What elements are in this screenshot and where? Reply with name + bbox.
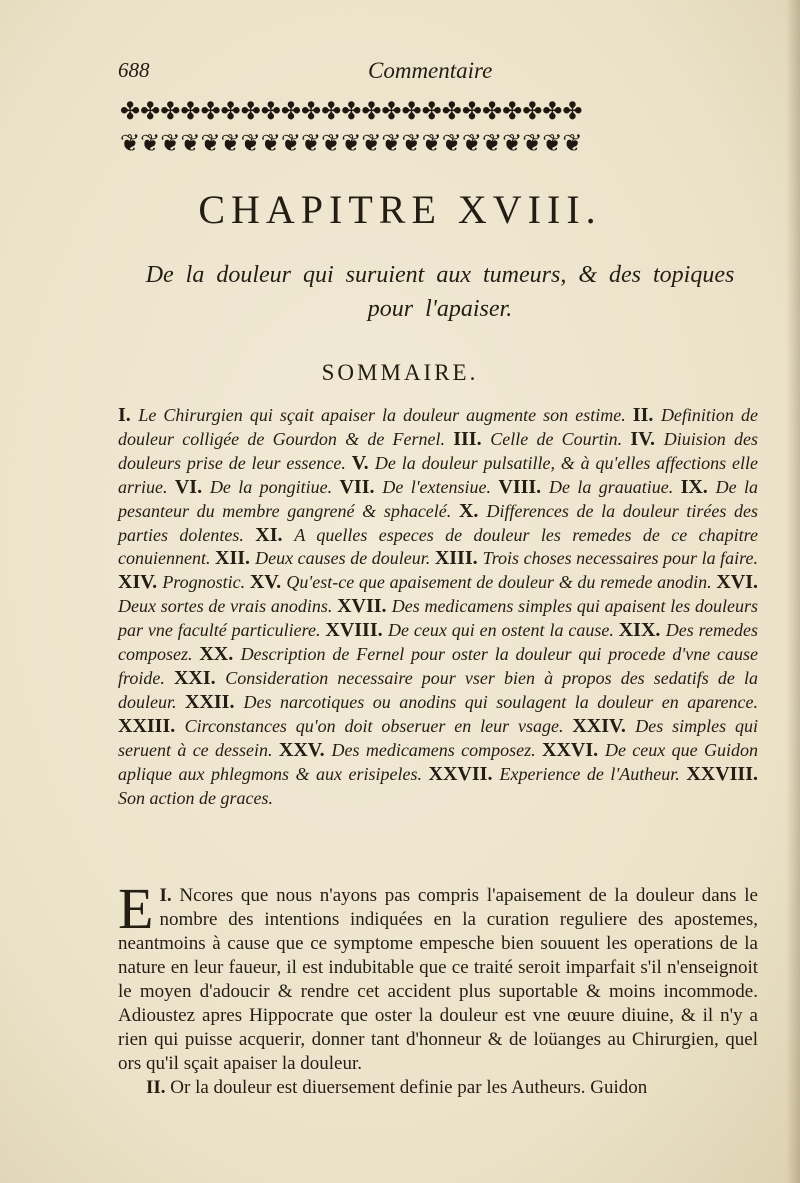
summary-item-number: XVII. bbox=[337, 595, 392, 618]
summary-item bbox=[175, 477, 340, 497]
summary-item-number: II. bbox=[632, 404, 661, 426]
page-number: 688 bbox=[118, 58, 150, 82]
summary-item-number: XXII. bbox=[185, 690, 244, 713]
summary-item bbox=[118, 716, 572, 736]
summary-item-number: XVI. bbox=[716, 571, 759, 594]
summary-item-number: XIII. bbox=[434, 547, 483, 570]
summary-item bbox=[118, 405, 633, 425]
summary-item-number: VIII. bbox=[498, 475, 550, 498]
summary-item-text: Circonstances qu'on doit obseruer en leur vsage. bbox=[184, 715, 573, 736]
summary-item-text: Diuision des douleurs prise de leur essence. bbox=[118, 428, 758, 473]
running-title: Commentaire bbox=[368, 58, 493, 83]
summary-item-number: XXIII. bbox=[118, 714, 185, 737]
summary-item-text: Des medicamens composez. bbox=[331, 739, 542, 760]
summary-item-text: De ceux que Guidon aplique aux phlegmons & aux erisipeles. bbox=[118, 739, 758, 784]
chapter-title: CHAPITRE XVIII. bbox=[198, 187, 602, 232]
summary-item-number: XXIV. bbox=[572, 714, 636, 737]
summary-item bbox=[339, 477, 498, 497]
summary-item-number: XXVIII. bbox=[686, 762, 758, 785]
summary-item-text: Des narcotiques ou anodins qui soulagent la douleur en aparence. bbox=[243, 691, 759, 712]
summary-item-number: XIX. bbox=[618, 619, 666, 642]
paragraph-2 bbox=[118, 1076, 758, 1100]
summary-item bbox=[118, 572, 250, 592]
ornament-row-bottom: ❦❦❦❦❦❦❦❦❦❦❦❦❦❦❦❦❦❦❦❦❦❦❦ bbox=[120, 129, 583, 157]
summary-item-text: Celle de Courtin. bbox=[490, 428, 631, 449]
summary-item-text: De la grauatiue. bbox=[549, 476, 681, 497]
summary-item-text: Des remedes composez. bbox=[118, 620, 758, 665]
paragraph-text: Ncores que nous n'ayons pas compris l'apaisement de la douleur dans le nombre des intentions indiquées en la curation reguliere des apostemes, neantmoins à cause que ce symptome empesche bien souuent les operations de la nature en leur faueur, il est indubitable que ce traité seroit imparfait s'il n'enseignoit le moyen d'adoucir & rendre cet accident plus suportable & moins incommode. Adioustez apres Hippocrate que oster la douleur est vne œuure diuine, & il n'y a rien qui puisse acquerir, donner tant d'honneur & de loüanges au Chirurgien, quel ors qu'il sçait apaiser la douleur. bbox=[118, 885, 758, 1074]
summary-heading: SOMMAIRE. bbox=[321, 360, 479, 385]
summary-item-text: A quelles especes de douleur les remedes de ce chapitre conuiennent. bbox=[118, 524, 758, 569]
summary-item-number: XII. bbox=[215, 547, 256, 570]
summary-item-text: Consideration necessaire pour vser bien à propos des sedatifs de la douleur. bbox=[118, 667, 759, 712]
summary-item-text: Deux causes de douleur. bbox=[255, 548, 435, 569]
summary-item-number: XXVI. bbox=[542, 738, 605, 761]
running-head bbox=[118, 58, 758, 88]
ornament-row-top: ✤✤✤✤✤✤✤✤✤✤✤✤✤✤✤✤✤✤✤✤✤✤✤ bbox=[120, 97, 583, 125]
summary-item-number: XI. bbox=[255, 523, 295, 546]
summary-item-text: Le Chirurgien qui sçait apaiser la douleur augmente son estime. bbox=[138, 405, 633, 425]
summary-item bbox=[250, 572, 717, 592]
summary-item-number: I. bbox=[118, 404, 139, 426]
summary-item bbox=[325, 620, 618, 640]
summary-item-text: Son action de graces. bbox=[118, 787, 273, 808]
summary-item bbox=[429, 764, 687, 784]
paragraph-number: I. bbox=[159, 885, 172, 906]
summary-item-text: De la pongitiue. bbox=[209, 476, 340, 497]
drop-cap: E bbox=[118, 876, 154, 941]
summary-item-number: V. bbox=[351, 451, 375, 474]
paragraph-1 bbox=[118, 876, 758, 1076]
summary-item-text: Deux sortes de vrais anodins. bbox=[118, 596, 338, 617]
summary-item bbox=[498, 477, 680, 497]
summary-item-text: De la pesanteur du membre gangrené & sphacelé. bbox=[118, 476, 758, 521]
summary-item-text: Des medicamens simples qui apaisent les douleurs par vne faculté particuliere. bbox=[118, 596, 758, 641]
summary-item-text: Qu'est-ce que apaisement de douleur & du remede anodin. bbox=[286, 572, 717, 593]
paragraph-number: II. bbox=[146, 1077, 166, 1098]
body-text bbox=[118, 876, 758, 1100]
summary-item bbox=[435, 548, 758, 568]
summary-item-number: IV. bbox=[630, 427, 664, 450]
summary-list bbox=[118, 404, 758, 810]
summary-item-number: XXVII. bbox=[428, 762, 500, 785]
page-edge-shadow bbox=[786, 0, 800, 1183]
summary-item bbox=[279, 740, 542, 760]
paragraph-text: Or la douleur est diuersement definie par les Autheurs. Guidon bbox=[170, 1077, 648, 1098]
summary-item-number: X. bbox=[458, 499, 487, 522]
summary-item-number: VII. bbox=[339, 475, 383, 498]
fleuron-ornament bbox=[120, 96, 756, 158]
summary-item bbox=[215, 548, 435, 568]
summary-item-text: Prognostic. bbox=[162, 572, 250, 593]
summary-item-text: Differences de la douleur tirées des parties dolentes. bbox=[118, 500, 758, 545]
summary-item-number: XXI. bbox=[173, 666, 226, 689]
summary-item-number: XIV. bbox=[118, 571, 163, 594]
summary-item-number: IX. bbox=[680, 475, 716, 498]
summary-item-number: III. bbox=[453, 427, 491, 450]
summary-item bbox=[453, 429, 630, 449]
summary-item bbox=[185, 692, 758, 712]
summary-item-number: XVIII. bbox=[325, 619, 389, 642]
chapter-subtitle: De la douleur qui suruient aux tumeurs, & des topiques pour l'apaiser. bbox=[145, 262, 735, 322]
summary-item-number: VI. bbox=[174, 475, 210, 498]
summary-item-text: De l'extensiue. bbox=[382, 476, 499, 497]
summary-item-text: Description de Fernel pour oster la douleur qui procede d'vne cause froide. bbox=[118, 644, 758, 688]
summary-item-text: Des simples qui seruent à ce dessein. bbox=[118, 715, 758, 760]
summary-item-number: XV. bbox=[249, 571, 287, 594]
summary-item-number: XXV. bbox=[278, 738, 332, 761]
summary-item-text: Trois choses necessaires pour la faire. bbox=[482, 548, 758, 569]
summary-item-text: Definition de douleur colligée de Gourdon & de Fernel. bbox=[118, 405, 758, 449]
summary-item-number: XX. bbox=[199, 643, 241, 666]
summary-item-text: De la douleur pulsatille, & à qu'elles affections elle arriue. bbox=[118, 452, 758, 497]
summary-item-text: Experience de l'Autheur. bbox=[499, 763, 687, 784]
summary-item-text: De ceux qui en ostent la cause. bbox=[388, 620, 619, 641]
